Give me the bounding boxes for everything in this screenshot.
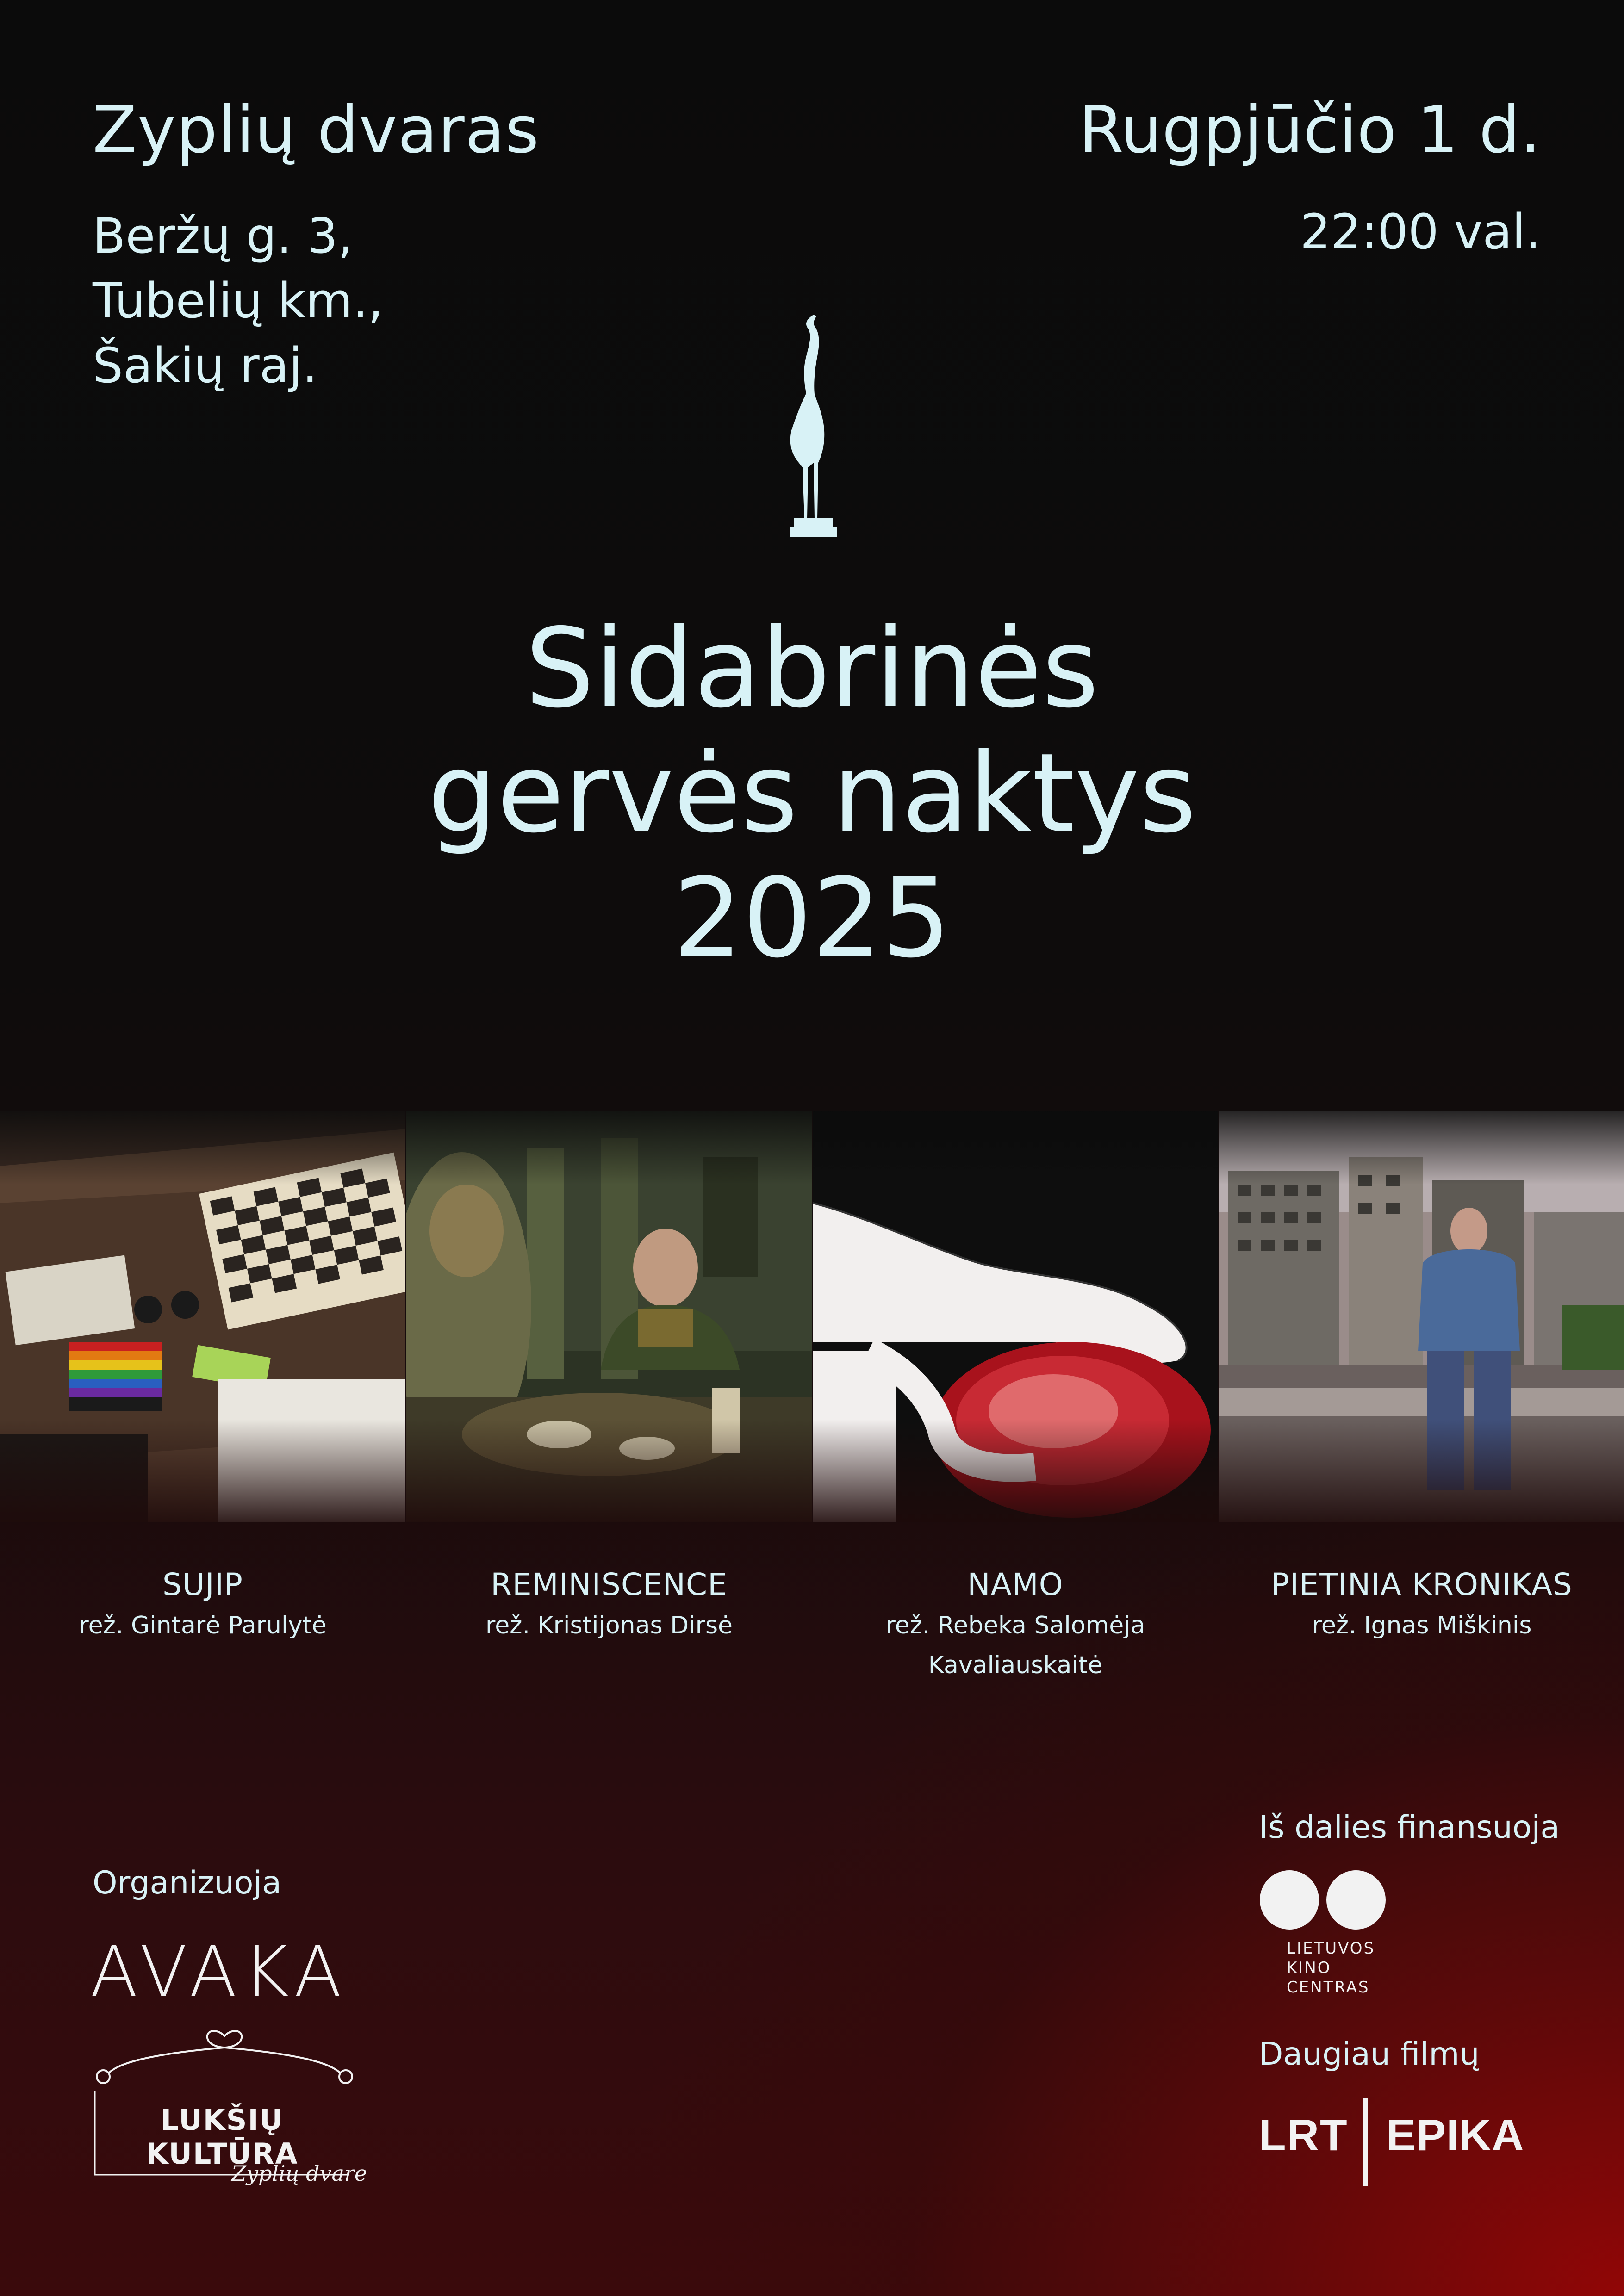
more-films-label: Daugiau filmų — [1259, 2036, 1480, 2073]
film-director: rež. Rebeka Salomėja — [885, 1612, 1145, 1639]
film-title: SUJIP — [162, 1567, 243, 1602]
film-director: rež. Kristijonas Dirsė — [485, 1612, 733, 1639]
title-line: Sidabrinės — [525, 605, 1099, 732]
lkc-logo-icon — [1259, 1869, 1393, 1934]
title-line: 2025 — [673, 855, 951, 982]
film-still-namo — [813, 1111, 1218, 1522]
luksiu-kultura-subtitle: Zyplių dvare — [231, 2161, 367, 2186]
event-time: 22:00 val. — [1300, 204, 1541, 260]
film-director: Kavaliauskaitė — [928, 1651, 1103, 1679]
film-title: REMINISCENCE — [491, 1567, 728, 1602]
lkc-line: LIETUVOS — [1287, 1939, 1375, 1958]
address-line: Šakių raj. — [93, 337, 318, 394]
lrt-logo: LRT — [1259, 2110, 1348, 2160]
film-caption-reminiscence — [406, 1564, 812, 1645]
film-still-pietinia-kronikas — [1219, 1111, 1624, 1522]
film-director: rež. Ignas Miškinis — [1312, 1612, 1532, 1639]
film-caption-pietinia-kronikas — [1219, 1564, 1624, 1645]
address-line: Tubelių km., — [93, 273, 384, 329]
luksiu-kultura-name: LUKŠIŲ KULTŪRA — [146, 2103, 299, 2171]
lkc-line: CENTRAS — [1287, 1978, 1370, 1997]
film-still-sujip — [0, 1111, 405, 1522]
film-still-reminiscence — [406, 1111, 812, 1522]
logo-divider — [1363, 2098, 1368, 2186]
film-caption-namo — [813, 1564, 1218, 1685]
address-line: Beržų g. 3, — [93, 208, 354, 264]
crane-statuette-icon — [778, 315, 852, 555]
lkc-logo-text — [1287, 1939, 1375, 1997]
film-director: rež. Gintarė Parulytė — [79, 1612, 327, 1639]
film-caption-sujip — [0, 1564, 405, 1645]
address — [93, 204, 383, 398]
funding-label: Iš dalies finansuoja — [1259, 1809, 1560, 1846]
organizers-label: Organizuoja — [93, 1865, 282, 1901]
avaka-logo: AVAKA — [90, 1932, 348, 2012]
event-title — [0, 606, 1624, 981]
epika-logo: EPIKA — [1386, 2110, 1524, 2160]
lkc-line: KINO — [1287, 1959, 1332, 1977]
film-title: NAMO — [967, 1567, 1064, 1602]
title-line: gervės naktys — [428, 730, 1196, 857]
venue-name: Zyplių dvaras — [93, 93, 540, 168]
event-date: Rugpjūčio 1 d. — [1078, 93, 1541, 168]
film-title: PIETINIA KRONIKAS — [1271, 1567, 1573, 1602]
